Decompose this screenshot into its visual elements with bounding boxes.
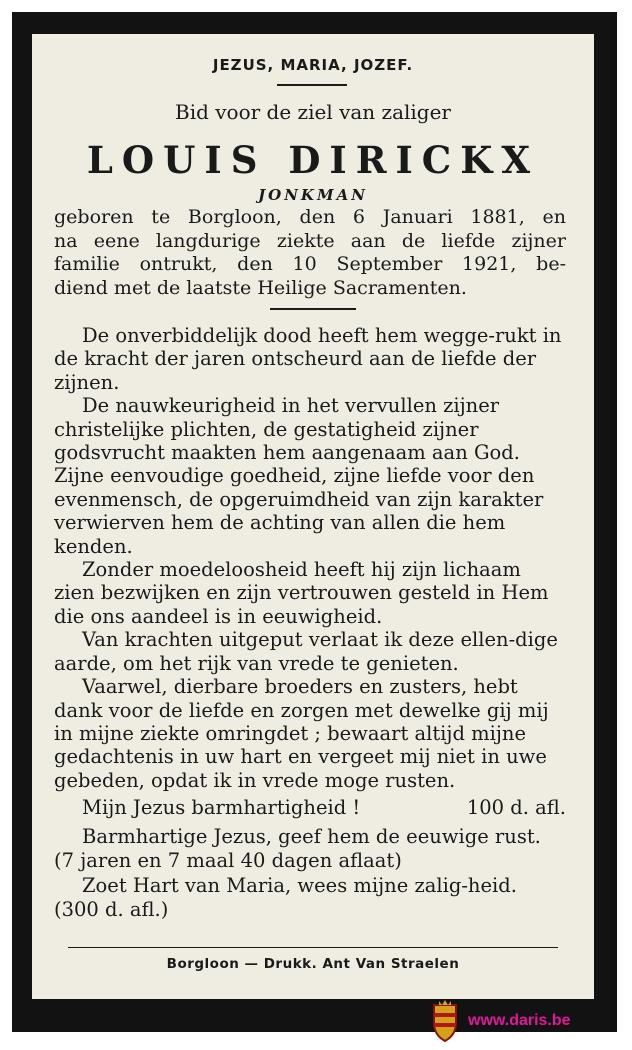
invocation-heading: JEZUS, MARIA, JOZEF.	[212, 56, 414, 74]
paragraph: De nauwkeurigheid in het vervullen zijner christelijke plichten, de gestatigheid zijner godsvrucht maakten hem aangenaam aan God. Zijne eenvoudige goedheid, zijne liefde voor den evenmensch, de opgeruimdheid van zijn karakter verwierven hem de achting van allen die hem kenden.	[54, 394, 544, 558]
prayer-line: Bid voor de ziel van zaliger	[175, 100, 451, 124]
intro-line: na eene langdurige ziekte aan de liefde zijner	[54, 229, 566, 252]
printer-imprint: Borgloon — Drukk. Ant Van Straelen	[166, 956, 460, 972]
indulgence-prayer: Mijn Jezus barmhartigheid !	[82, 796, 361, 819]
indulgence-prayers	[54, 796, 566, 923]
indulgence-prayer: Barmhartige Jezus, geef hem de eeuwige rust. (7 jaren en 7 maal 40 dagen aflaat)	[54, 824, 541, 872]
paragraph: Vaarwel, dierbare broeders en zusters, hebt dank voor de liefde en zorgen met dewelke gij mij in mijne ziekte omringdet ; bewaart altijd mijne gedachtenis in uw hart en vergeet mij niet in uwe gebeden, opdat ik in vrede moge rusten.	[54, 675, 549, 792]
intro-line: familie ontrukt, den 10 September 1921, be-	[54, 253, 566, 275]
indulgence-row	[54, 796, 566, 821]
memorial-card	[32, 34, 594, 999]
divider	[277, 84, 347, 86]
divider	[68, 947, 558, 948]
indulgence-prayer: Zoet Hart van Maria, wees mijne zalig-heid. (300 d. afl.)	[54, 873, 517, 921]
watermark-url: www.daris.be	[468, 1012, 571, 1029]
divider	[270, 308, 356, 310]
paragraph: De onverbiddelijk dood heeft hem wegge-rukt in de kracht der jaren ontscheurd aan de liefde der zijnen.	[54, 324, 562, 394]
memorial-text	[54, 324, 566, 792]
intro-line: diend met de laatste Heilige Sacramenten.	[54, 276, 467, 299]
paragraph: Zonder moedeloosheid heeft hij zijn lichaam zien bezwijken en zijn vertrouwen gesteld in Hem die ons aandeel is in eeuwigheid.	[54, 558, 549, 628]
coat-of-arms-icon	[430, 999, 460, 1043]
intro-line: geboren te Borgloon, den 6 Januari 1881, en	[54, 206, 566, 228]
paragraph: Van krachten uitgeput verlaat ik deze ellen-dige aarde, om het rijk van vrede te genieten.	[54, 628, 558, 675]
deceased-name: LOUIS DIRICKX	[86, 138, 540, 182]
civil-status: JONKMAN	[258, 186, 368, 204]
indulgence-grant: 100 d. afl.	[466, 796, 566, 819]
biographical-intro	[54, 206, 566, 300]
watermark	[430, 998, 571, 1044]
